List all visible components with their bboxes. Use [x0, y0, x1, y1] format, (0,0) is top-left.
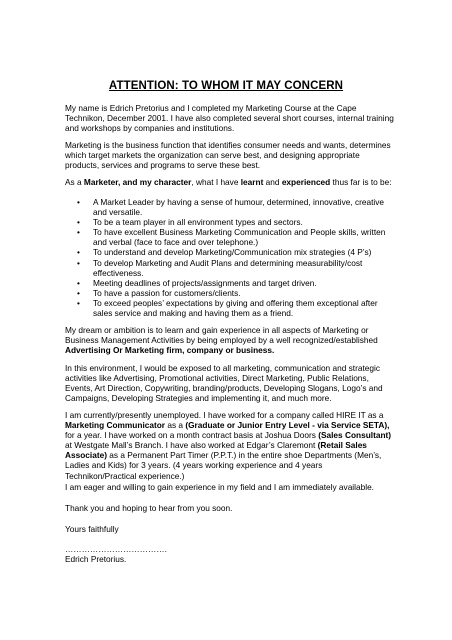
character-intro-paragraph [65, 177, 395, 187]
list-item: • To develop Marketing and Audit Plans and determining measurability/cost effectiveness. [65, 258, 395, 278]
list-item: • A Market Leader by having a sense of humour, determined, innovative, creative and versatile. [65, 197, 395, 217]
ambition-target-text: Advertising Or Marketing firm, company or business. [65, 345, 275, 356]
letter-title: ATTENTION: TO WHOM IT MAY CONCERN [108, 80, 344, 92]
list-item: • To exceed peoples’ expectations by giving and offering them exceptional after sales service and making and having them as a friend. [65, 298, 395, 318]
qualities-list [65, 197, 395, 318]
ambition-text: My dream or ambition is to learn and gain experience in all aspects of Marketing or Business Management Activities by being employed by a well recognized/established [65, 325, 378, 346]
experience-text-h: (Retail Sales Associate) [65, 440, 367, 461]
character-text-c: , what I have [191, 177, 241, 187]
character-text-a: As a [65, 177, 84, 187]
experience-text-a: I am currently/presently unemployed. I have worked for a company called HIRE IT as a [65, 410, 384, 420]
character-text-b: Marketer, and my character [83, 177, 192, 187]
experience-paragraph [65, 410, 395, 481]
character-text-g: thus far is to be: [330, 177, 392, 187]
availability-paragraph: I am eager and willing to gain experience in my field and I am immediately available. [65, 482, 374, 492]
ambition-paragraph [65, 325, 395, 355]
list-item: • To be a team player in all environment types and sectors. [65, 217, 395, 227]
experience-text-d: (Graduate or Junior Entry Level - via Service SETA), [185, 420, 390, 431]
experience-text-f: (Sales Consultant) [318, 430, 392, 441]
list-item: • To have a passion for customers/clients. [65, 288, 395, 298]
closing-text: Yours faithfully [65, 524, 119, 534]
list-item: • To have excellent Business Marketing Communication and People skills, written and verbal (face to face and over telephone.) [65, 227, 395, 247]
marketing-definition-paragraph: Marketing is the business function that identifies consumer needs and wants, determines which target markets the organization can serve best, and designing appropriate products, services and programs to serve these best. [65, 140, 391, 171]
experience-text-e: for a year. I have worked on a month contract basis at Joshua Doors [65, 430, 319, 441]
character-text-f: experienced [281, 177, 331, 187]
signature-line: ………………………………. [65, 544, 167, 554]
signatory-name: Edrich Pretorius. [65, 554, 127, 564]
list-item: • Meeting deadlines of projects/assignments and target driven. [65, 278, 395, 288]
thanks-paragraph: Thank you and hoping to hear from you soon. [65, 503, 233, 513]
experience-text-b: Marketing Communicator [65, 420, 166, 431]
list-item: • To understand and develop Marketing/Communication mix strategies (4 P’s) [65, 247, 395, 257]
intro-paragraph: My name is Edrich Pretorius and I completed my Marketing Course at the Cape Technikon, December 2001. I have also completed several short courses, internal training and workshops by companies and institutions. [65, 103, 394, 134]
environment-paragraph: In this environment, I would be exposed to all marketing, communication and strategic activities like Advertising, Promotional activities, Direct Marketing, Public Relations, Events, Art Direction, Copywriting, branding/products, Developing Slogans, Logo’s and Campaigns, Developing Strategies and implementing it, and much more. [65, 363, 383, 404]
experience-text-c: as a [165, 420, 186, 431]
character-text-e: and [263, 177, 282, 187]
experience-text-g: at Westgate Mall’s Branch. I have also worked at Edgar’s Claremont [65, 440, 318, 451]
experience-text-i: as a Permanent Part Timer (P.P.T.) in the entire shoe Departments (Men’s, Ladies and Kids) for 3 years. (4 years working experience and 4 years Technikon/Practical experience.) [65, 450, 382, 481]
character-text-d: learnt [240, 177, 264, 187]
